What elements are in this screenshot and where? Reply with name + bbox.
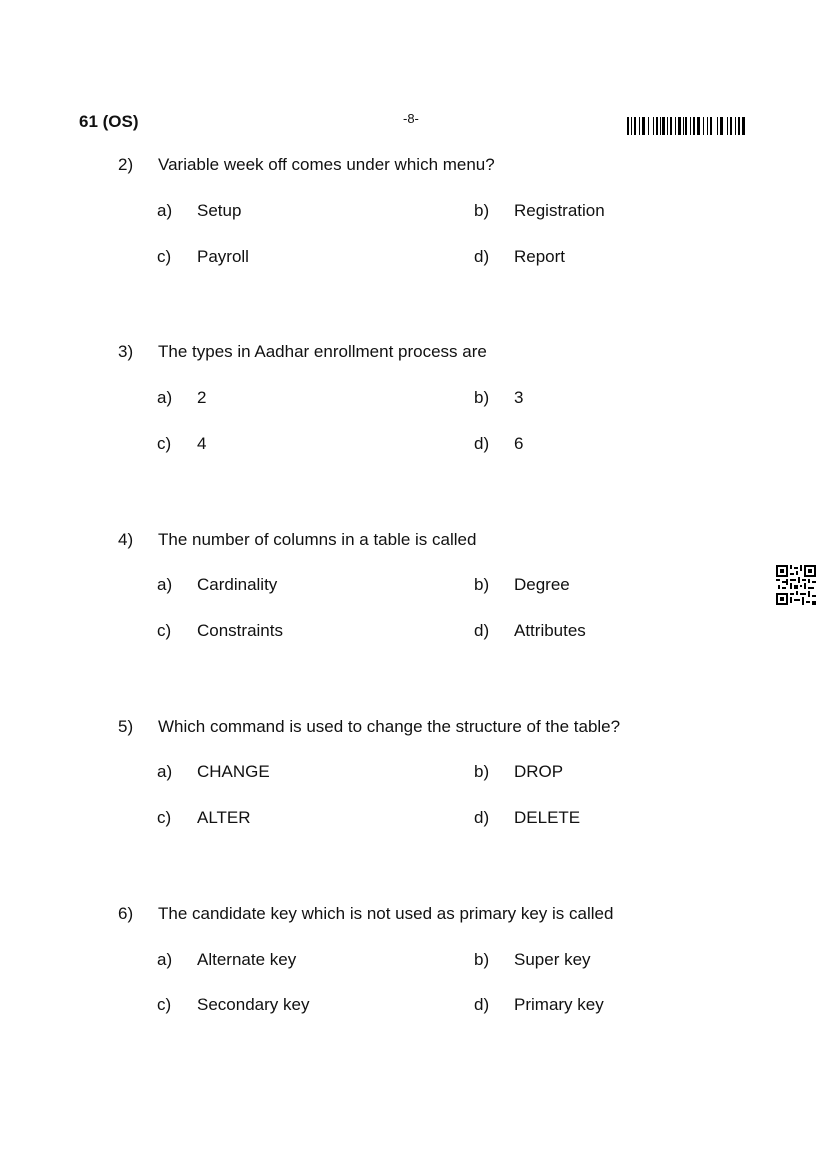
option-label: b) (474, 762, 490, 781)
question-number: 6) (118, 904, 134, 923)
option-label: d) (474, 434, 490, 453)
question-text: The types in Aadhar enrollment process are (158, 342, 487, 361)
question-number: 5) (118, 717, 134, 736)
option-text: DROP (514, 762, 564, 781)
option-text: 3 (514, 388, 524, 407)
option-label: a) (157, 201, 173, 220)
paper-code: 61 (OS) (79, 112, 139, 131)
option-text: Cardinality (197, 575, 278, 594)
option-label: c) (157, 247, 172, 266)
option-label: b) (474, 388, 490, 407)
option-label: d) (474, 808, 490, 827)
question-text: Variable week off comes under which menu? (158, 155, 495, 174)
option-text: 6 (514, 434, 524, 453)
option-text: ALTER (197, 808, 251, 827)
option-label: b) (474, 575, 490, 594)
question-number: 3) (118, 342, 134, 361)
option-text: Attributes (514, 621, 586, 640)
option-text: 4 (197, 434, 207, 453)
option-text: Super key (514, 950, 591, 969)
option-label: a) (157, 950, 173, 969)
option-label: a) (157, 762, 173, 781)
option-label: a) (157, 388, 173, 407)
barcode-image (627, 117, 745, 135)
option-text: Secondary key (197, 995, 310, 1014)
option-label: c) (157, 621, 172, 640)
option-label: b) (474, 950, 490, 969)
question-text: Which command is used to change the structure of the table? (158, 717, 621, 736)
option-text: Degree (514, 575, 570, 594)
option-text: Alternate key (197, 950, 297, 969)
question-number: 2) (118, 155, 134, 174)
option-label: c) (157, 434, 172, 453)
option-text: CHANGE (197, 762, 270, 781)
question-text: The number of columns in a table is called (158, 530, 477, 549)
option-text: Payroll (197, 247, 249, 266)
option-text: Constraints (197, 621, 283, 640)
page-number: -8- (403, 111, 419, 126)
option-label: c) (157, 808, 172, 827)
option-text: DELETE (514, 808, 581, 827)
option-text: Setup (197, 201, 242, 220)
option-label: a) (157, 575, 173, 594)
qr-code-image (776, 565, 816, 605)
option-label: d) (474, 621, 490, 640)
option-text: Primary key (514, 995, 604, 1014)
option-label: d) (474, 247, 490, 266)
option-label: c) (157, 995, 172, 1014)
question-text: The candidate key which is not used as primary key is called (158, 904, 614, 923)
question-number: 4) (118, 530, 134, 549)
option-text: Registration (514, 201, 605, 220)
option-label: b) (474, 201, 490, 220)
option-label: d) (474, 995, 490, 1014)
option-text: Report (514, 247, 566, 266)
option-text: 2 (197, 388, 207, 407)
